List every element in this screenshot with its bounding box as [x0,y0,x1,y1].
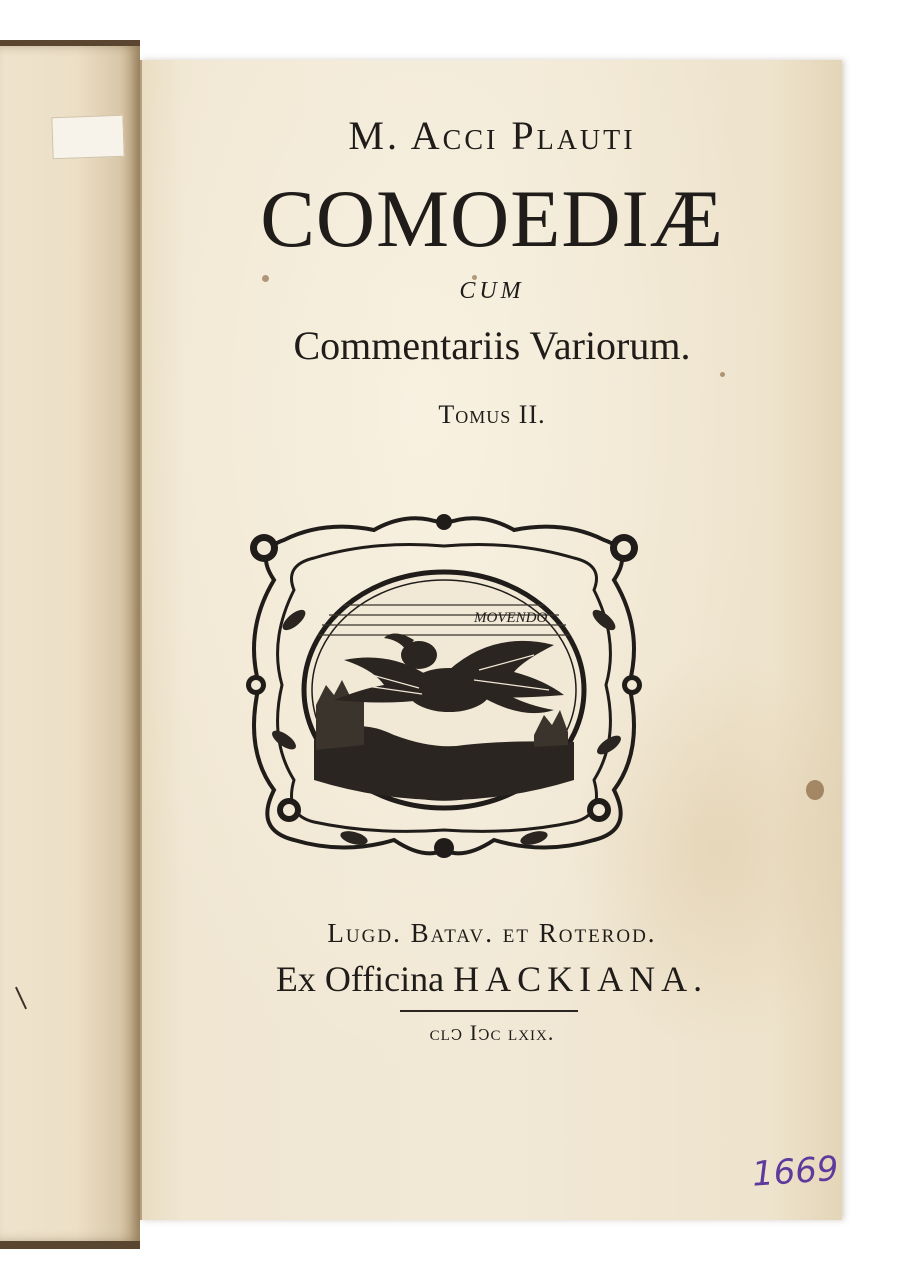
handwritten-year: 1669 [750,1148,840,1195]
imprint-year: clↄ Iↄc lxix. [429,1020,555,1045]
eagle-emblem-woodcut [234,510,654,860]
title-page [140,60,842,1220]
officina-prefix: Ex Officina [275,959,445,999]
author-line: M. Acci Plauti [348,113,636,158]
foxing-spot [806,780,824,800]
ink-mark [15,987,27,1010]
imprint-place: Lugd. Batav. et Roterod. [327,918,657,948]
subtitle-line: Commentariis Variorum. [293,323,691,368]
imprint-officina [142,958,842,1000]
paper-label-fragment [51,115,124,159]
emblem-motto: MOVENDO [474,610,548,626]
volume-line: Tomus II. [438,400,546,429]
cum-line: CUM [459,278,525,304]
imprint-rule [400,1010,578,1012]
book-cover [0,40,140,1249]
foxing-spot [720,372,725,377]
officina-name: HACKIANA. [453,959,709,999]
book-title: COMOEDIÆ [260,173,724,264]
